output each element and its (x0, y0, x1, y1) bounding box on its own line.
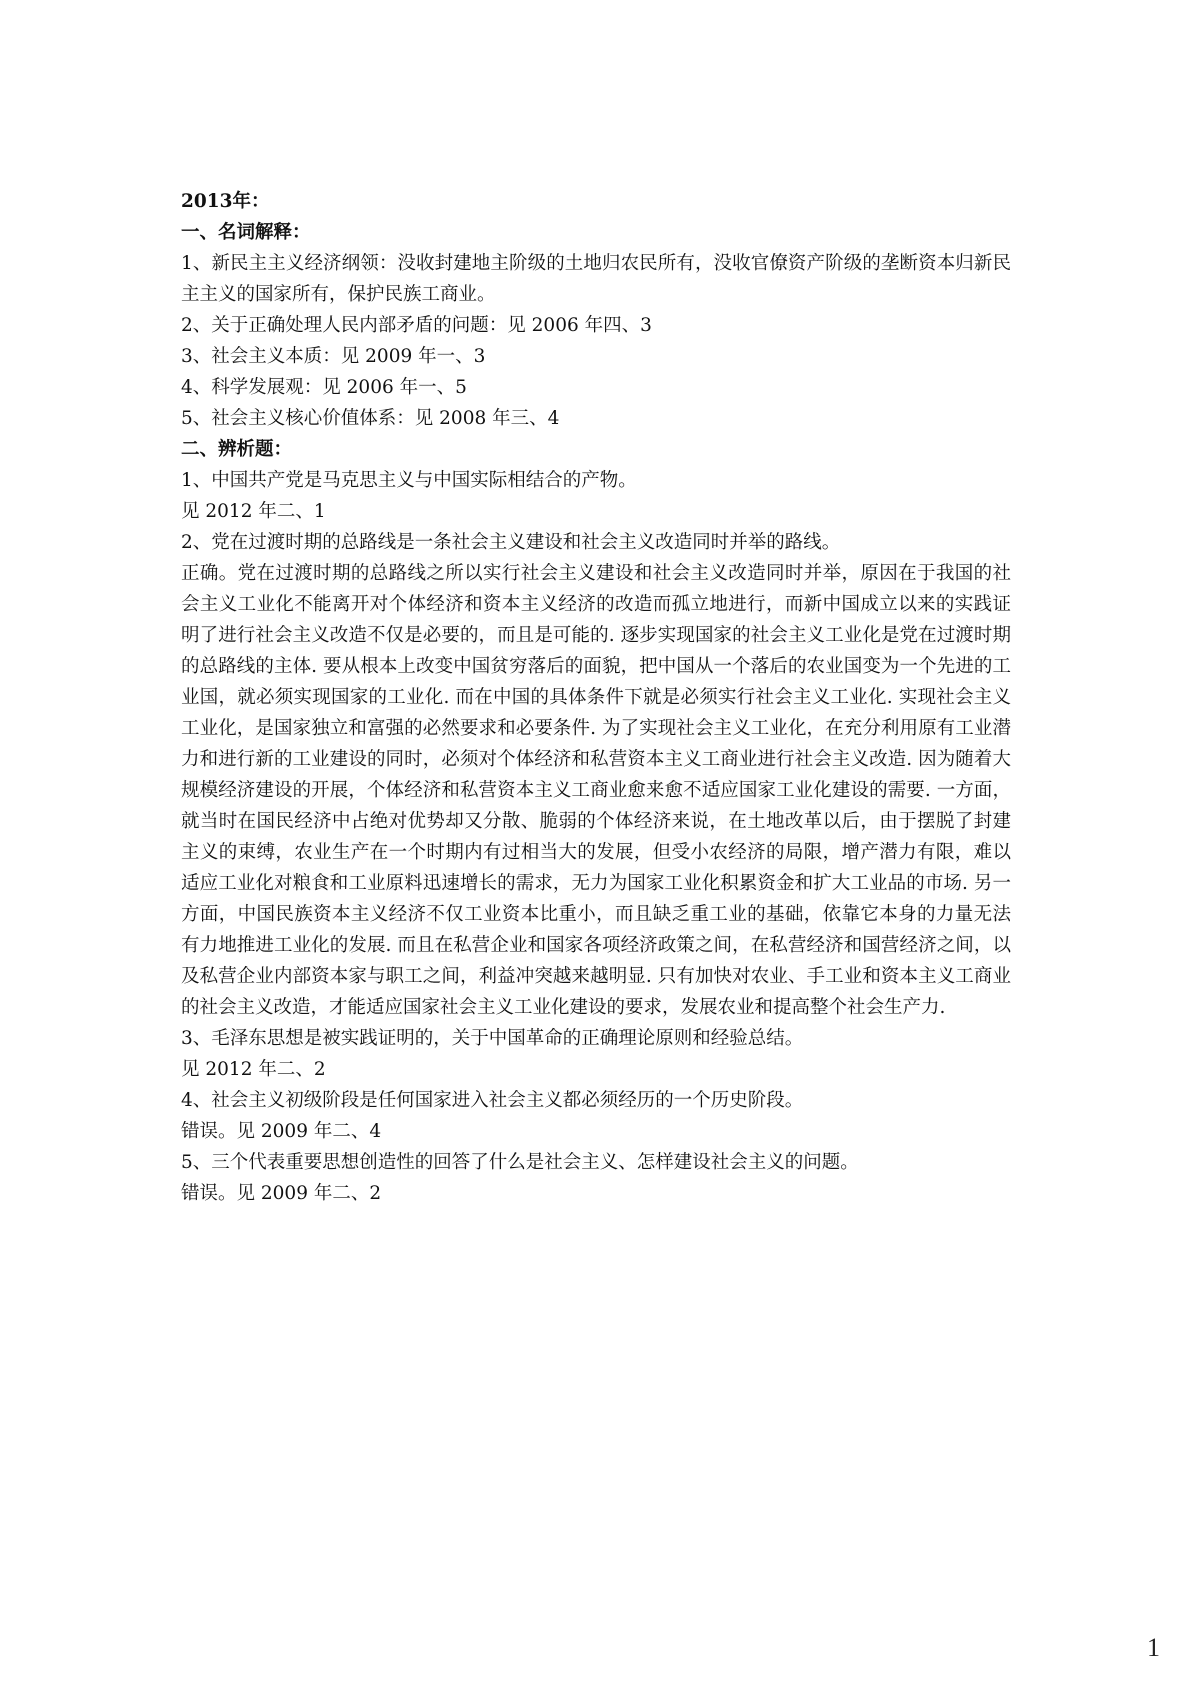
question-1: 1、中国共产党是马克思主义与中国实际相结合的产物。 (181, 470, 637, 491)
question-5: 5、三个代表重要思想创造性的回答了什么是社会主义、怎样建设社会主义的问题。 (181, 1152, 859, 1173)
section1-title: 一、名词解释： (181, 222, 311, 243)
answer-1: 见 2012 年二、1 (181, 501, 326, 522)
question-2: 2、党在过渡时期的总路线是一条社会主义建设和社会主义改造同时并举的路线。 (181, 532, 841, 553)
year-heading: 2013年： (181, 191, 270, 212)
answer-4: 错误。见 2009 年二、4 (181, 1121, 382, 1142)
term-item-1: 1、新民主主义经济纲领：没收封建地主阶级的土地归农民所有，没收官僚资产阶级的垄断资本归新民主主义的国家所有，保护民族工商业。 (181, 253, 1011, 305)
answer-5: 错误。见 2009 年二、2 (181, 1183, 382, 1204)
term-item-4: 4、科学发展观：见 2006 年一、5 (181, 377, 467, 398)
term-item-5: 5、社会主义核心价值体系：见 2008 年三、4 (181, 408, 560, 429)
section2-title: 二、辨析题： (181, 439, 293, 460)
question-4: 4、社会主义初级阶段是任何国家进入社会主义都必须经历的一个历史阶段。 (181, 1090, 804, 1111)
answer-2: 正确。党在过渡时期的总路线之所以实行社会主义建设和社会主义改造同时并举，原因在于我国的社会主义工业化不能离开对个体经济和资本主义经济的改造而孤立地进行，而新中国成立以来的实践证明了进行社会主义改造不仅是必要的，而且是可能的. 逐步实现国家的社会主义工业化是党在过渡时期的总路线的主体. 要从根本上改变中国贫穷落后的面貌，把中国从一个落后的农业国变为一个先进的工业国，就必须实现国家的工业化. 而在中国的具体条件下就是必须实行社会主义工业化. 实现社会主义工业化，是国家独立和富强的必然要求和必要条件. 为了实现社会主义工业化，在充分利用原有工业潜力和进行新的工业建设的同时，必须对个体经济和私营资本主义工商业进行社会主义改造. 因为随着大规模经济建设的开展，个体经济和私营资本主义工商业愈来愈不适应国家工业化建设的需要. 一方面，就当时在国民经济中占绝对优势却又分散、脆弱的个体经济来说，在土地改革以后，由于摆脱了封建主义的束缚，农业生产在一个时期内有过相当大的发展，但受小农经济的局限，增产潜力有限，难以适应工业化对粮食和工业原料迅速增长的需求，无力为国家工业化积累资金和扩大工业品的市场. 另一方面，中国民族资本主义经济不仅工业资本比重小，而且缺乏重工业的基础，依靠它本身的力量无法有力地推进工业化的发展. 而且在私营企业和国家各项经济政策之间，在私营经济和国营经济之间，以及私营企业内部资本家与职工之间，利益冲突越来越明显. 只有加快对农业、手工业和资本主义工商业的社会主义改造，才能适应国家社会主义工业化建设的要求，发展农业和提高整个社会生产力. (181, 563, 1011, 1018)
term-item-3: 3、社会主义本质：见 2009 年一、3 (181, 346, 486, 367)
answer-3: 见 2012 年二、2 (181, 1059, 326, 1080)
document-body (181, 186, 1011, 1209)
question-3: 3、毛泽东思想是被实践证明的，关于中国革命的正确理论原则和经验总结。 (181, 1028, 804, 1049)
term-item-2: 2、关于正确处理人民内部矛盾的问题：见 2006 年四、3 (181, 315, 652, 336)
page-number: 1 (1147, 1633, 1160, 1662)
